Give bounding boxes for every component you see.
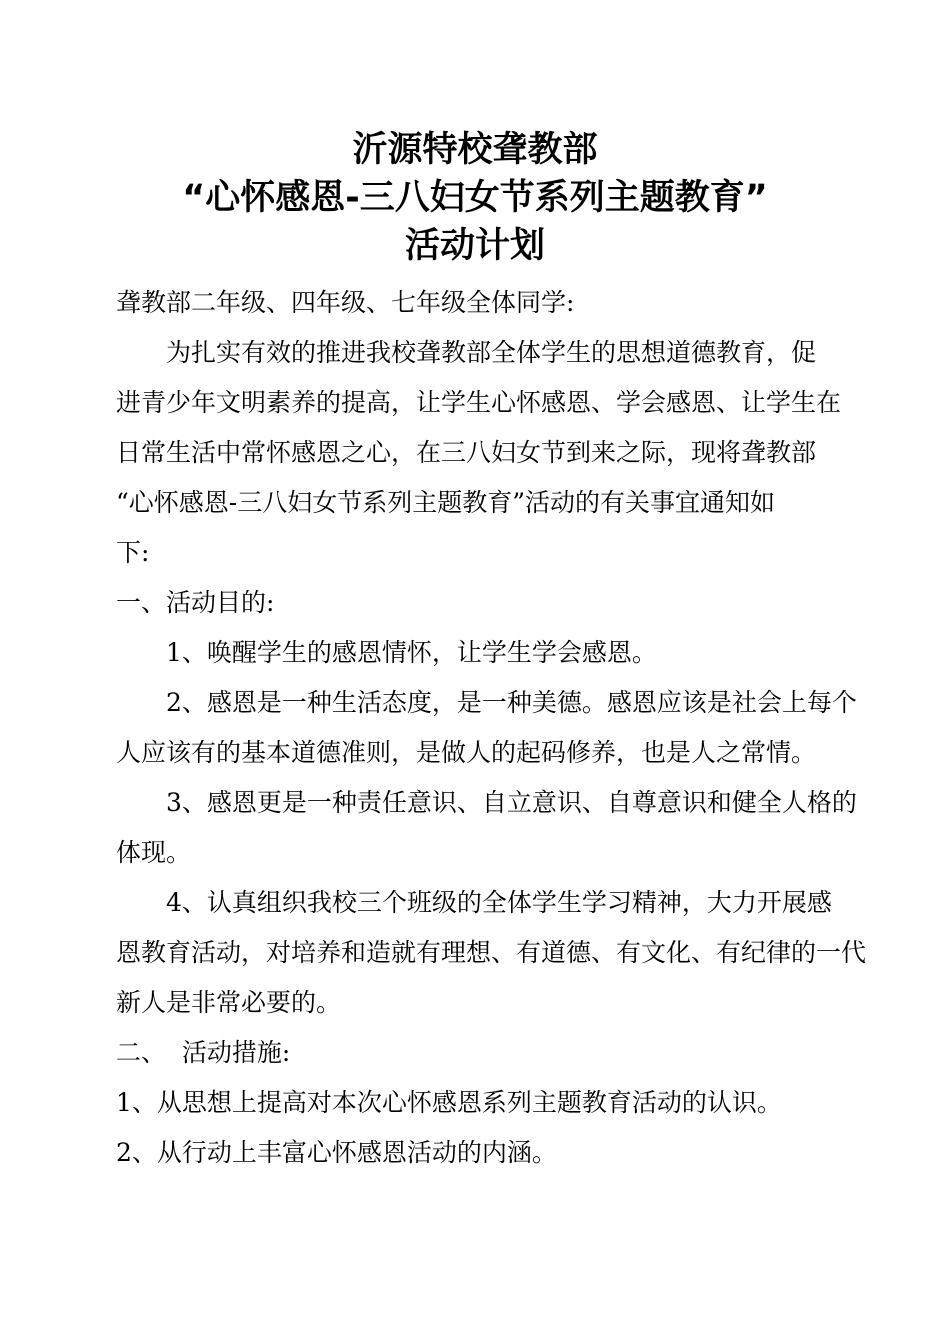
measures-item-1: 1、从思想上提高对本次心怀感恩系列主题教育活动的认识。: [116, 1088, 782, 1117]
purpose-item-2-cont: 人应该有的基本道德准则，是做人的起码修养，也是人之常情。: [116, 738, 817, 767]
salutation: 聋教部二年级、四年级、七年级全体同学:: [116, 288, 575, 317]
intro-line: 为扎实有效的推进我校聋教部全体学生的思想道德教育，促: [166, 338, 817, 367]
purpose-item-4-cont: 新人是非常必要的。: [116, 988, 342, 1017]
intro-line: 日常生活中常怀感恩之心，在三八妇女节到来之际，现将聋教部: [116, 438, 817, 467]
section-heading-measures: 二、 活动措施:: [116, 1038, 291, 1067]
title-line-plan: 活动计划: [404, 226, 545, 266]
purpose-item-2: 2、感恩是一种生活态度，是一种美德。感恩应该是社会上每个: [166, 688, 857, 717]
document-body: [116, 278, 867, 1178]
document-title: [0, 126, 950, 270]
title-line-school: 沂源特校聋教部: [352, 130, 598, 170]
intro-line: 下:: [116, 538, 150, 567]
purpose-item-1: 1、唤醒学生的感恩情怀，让学生学会感恩。: [166, 638, 657, 667]
section-heading-purpose: 一、活动目的:: [116, 588, 275, 617]
purpose-item-3: 3、感恩更是一种责任意识、自立意识、自尊意识和健全人格的: [166, 788, 857, 817]
purpose-item-4-cont: 恩教育活动，对培养和造就有理想、有道德、有文化、有纪律的一代: [116, 938, 867, 967]
intro-line: 进青少年文明素养的提高，让学生心怀感恩、学会感恩、让学生在: [116, 388, 842, 417]
purpose-item-3-cont: 体现。: [116, 838, 192, 867]
purpose-item-4: 4、认真组织我校三个班级的全体学生学习精神，大力开展感: [166, 888, 832, 917]
intro-line: “心怀感恩-三八妇女节系列主题教育”活动的有关事宜通知如: [116, 488, 776, 517]
title-line-theme: “心怀感恩-三八妇女节系列主题教育”: [182, 178, 768, 218]
measures-item-2: 2、从行动上丰富心怀感恩活动的内涵。: [116, 1138, 557, 1167]
